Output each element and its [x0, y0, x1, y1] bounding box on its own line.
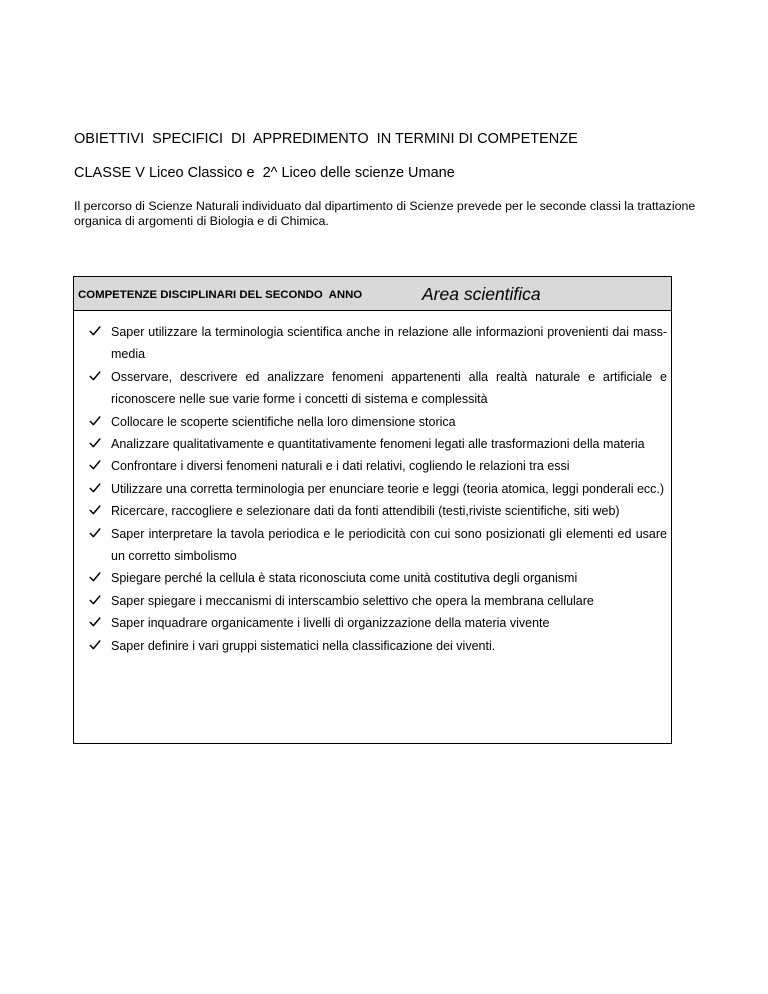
list-item	[89, 478, 667, 500]
list-item-text: Saper inquadrare organicamente i livelli di organizzazione della materia vivente	[111, 616, 550, 631]
list-item-text: Collocare le scoperte scientifiche nella loro dimensione storica	[111, 414, 456, 429]
checkmark-icon	[89, 504, 101, 516]
competence-list	[89, 321, 667, 657]
checkmark-icon	[89, 415, 101, 427]
checkmark-icon	[89, 482, 101, 494]
list-item-text: Saper utilizzare la terminologia scientifica anche in relazione alle informazioni provenienti dai mass-media	[111, 325, 667, 362]
list-item	[89, 321, 667, 366]
list-item	[89, 500, 667, 522]
page-title: OBIETTIVI SPECIFICI DI APPREDIMENTO IN TERMINI DI COMPETENZE	[74, 131, 578, 147]
list-item	[89, 612, 667, 634]
list-item-text: Spiegare perché la cellula è stata riconosciuta come unità costitutiva degli organismi	[111, 571, 578, 586]
list-item	[89, 635, 667, 657]
checkmark-icon	[89, 325, 101, 337]
list-item	[89, 433, 667, 455]
list-item	[89, 567, 667, 589]
checkmark-icon	[89, 370, 101, 382]
checkmark-icon	[89, 527, 101, 539]
competence-table	[73, 276, 672, 744]
checkmark-icon	[89, 571, 101, 583]
list-item-text: Confrontare i diversi fenomeni naturali e i dati relativi, cogliendo le relazioni tra essi	[111, 459, 570, 474]
list-item-text: Ricercare, raccogliere e selezionare dati da fonti attendibili (testi,riviste scientifiche, siti web)	[111, 504, 620, 519]
list-item-text: Saper interpretare la tavola periodica e le periodicità con cui sono posizionati gli elementi ed usare un corretto simbolismo	[111, 526, 667, 564]
list-item	[89, 455, 667, 477]
list-item-text: Analizzare qualitativamente e quantitativamente fenomeni legati alle trasformazioni della materia	[111, 437, 645, 452]
list-item-text: Utilizzare una corretta terminologia per enunciare teorie e leggi (teoria atomica, leggi ponderali ecc.)	[111, 481, 665, 496]
competence-table-header	[74, 277, 671, 311]
list-item-text: Saper spiegare i meccanismi di interscambio selettivo che opera la membrana cellulare	[111, 593, 594, 608]
intro-paragraph: Il percorso di Scienze Naturali individuato dal dipartimento di Scienze prevede per le seconde classi la trattazione organica di argomenti di Biologia e di Chimica.	[74, 199, 696, 228]
competence-header-label: COMPETENZE DISCIPLINARI DEL SECONDO ANNO	[78, 289, 363, 301]
checkmark-icon	[89, 594, 101, 606]
list-item-text: Saper definire i vari gruppi sistematici nella classificazione dei viventi.	[111, 638, 496, 653]
checkmark-icon	[89, 459, 101, 471]
checkmark-icon	[89, 639, 101, 651]
list-item	[89, 366, 667, 411]
list-item	[89, 590, 667, 612]
checkmark-icon	[89, 437, 101, 449]
area-scientifica-label: Area scientifica	[422, 284, 541, 304]
list-item	[89, 523, 667, 568]
list-item-text: Osservare, descrivere ed analizzare fenomeni appartenenti alla realtà naturale e artificiale e riconoscere nelle sue varie forme i concetti di sistema e complessità	[111, 369, 667, 407]
class-subtitle: CLASSE V Liceo Classico e 2^ Liceo delle scienze Umane	[74, 165, 455, 181]
checkmark-icon	[89, 616, 101, 628]
list-item	[89, 411, 667, 433]
